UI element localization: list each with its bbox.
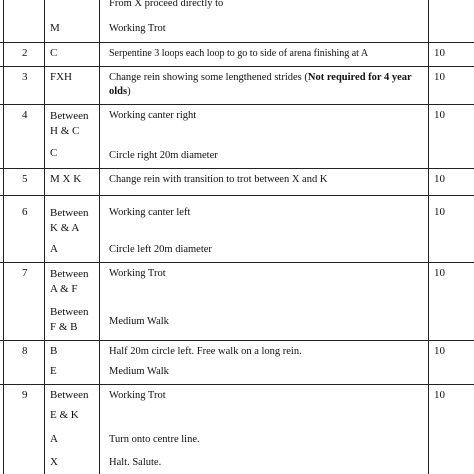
movement-text: Turn onto centre line. xyxy=(109,434,200,445)
row-divider xyxy=(0,168,474,169)
row-number: 7 xyxy=(22,267,28,279)
movement-text: Medium Walk xyxy=(109,316,169,327)
movement-text: Serpentine 3 loops each loop to go to side of arena finishing at A xyxy=(109,48,369,59)
max-score: 10 xyxy=(434,173,445,185)
marker-text: X xyxy=(50,456,58,468)
marker-text: E & K xyxy=(50,409,79,421)
max-score: 10 xyxy=(434,267,445,279)
max-score: 10 xyxy=(434,345,445,357)
movement-text-plain: Change rein showing some lengthened strides ( xyxy=(109,72,308,83)
movement-text: Half 20m circle left. Free walk on a long rein. xyxy=(109,346,302,357)
row-divider xyxy=(0,340,474,341)
movement-text: Working Trot xyxy=(109,23,166,34)
movement-text: Working Trot xyxy=(109,390,166,401)
column-divider-3 xyxy=(428,0,429,474)
table-border-left xyxy=(3,0,4,474)
marker-text: C xyxy=(50,147,58,159)
marker-text: Between A & F xyxy=(50,268,89,295)
movement-text: Medium Walk xyxy=(109,366,169,377)
marker-text: FXH xyxy=(50,71,73,83)
marker-text: Between K & A xyxy=(50,207,89,234)
movement-text: Change rein with transition to trot between X and K xyxy=(109,174,328,185)
marker-text: E xyxy=(50,365,57,377)
movement-text: Working Trot xyxy=(109,268,166,279)
movement-text: Working canter right xyxy=(109,110,197,121)
marker-text: Between H & C xyxy=(50,110,89,137)
movement-text: Halt. Salute. xyxy=(109,457,162,468)
marker-text: C xyxy=(50,47,58,59)
row-number: 4 xyxy=(22,109,28,121)
row-number: 8 xyxy=(22,345,28,357)
marker-text: A xyxy=(50,243,58,255)
max-score: 10 xyxy=(434,47,445,59)
movement-text: Circle right 20m diameter xyxy=(109,150,218,161)
row-number: 2 xyxy=(22,47,28,59)
movement-text xyxy=(109,71,425,99)
marker-text: M X K xyxy=(50,173,82,185)
max-score: 10 xyxy=(434,109,445,121)
row-divider xyxy=(0,104,474,105)
max-score: 10 xyxy=(434,206,445,218)
row-number: 3 xyxy=(22,71,28,83)
max-score: 10 xyxy=(434,71,445,83)
marker-text: Between xyxy=(50,389,89,401)
movement-text: Circle left 20m diameter xyxy=(109,244,212,255)
marker-text: M xyxy=(50,22,60,34)
marker-text: B xyxy=(50,345,58,357)
marker-text: A xyxy=(50,433,58,445)
max-score: 10 xyxy=(434,389,445,401)
movement-note-bold: Not required for 4 year olds xyxy=(109,72,412,97)
row-number: 5 xyxy=(22,173,28,185)
movement-text-tail: ) xyxy=(127,86,131,97)
marker-text: Between F & B xyxy=(50,306,89,333)
column-divider-2 xyxy=(99,0,100,474)
row-divider xyxy=(0,384,474,385)
row-divider xyxy=(0,262,474,263)
movement-text: From X proceed directly to xyxy=(109,0,224,9)
column-divider-1 xyxy=(44,0,45,474)
row-divider xyxy=(0,66,474,67)
row-divider xyxy=(0,42,474,43)
row-number: 9 xyxy=(22,389,28,401)
row-number: 6 xyxy=(22,206,28,218)
movement-text: Working canter left xyxy=(109,207,191,218)
row-divider xyxy=(0,195,474,196)
